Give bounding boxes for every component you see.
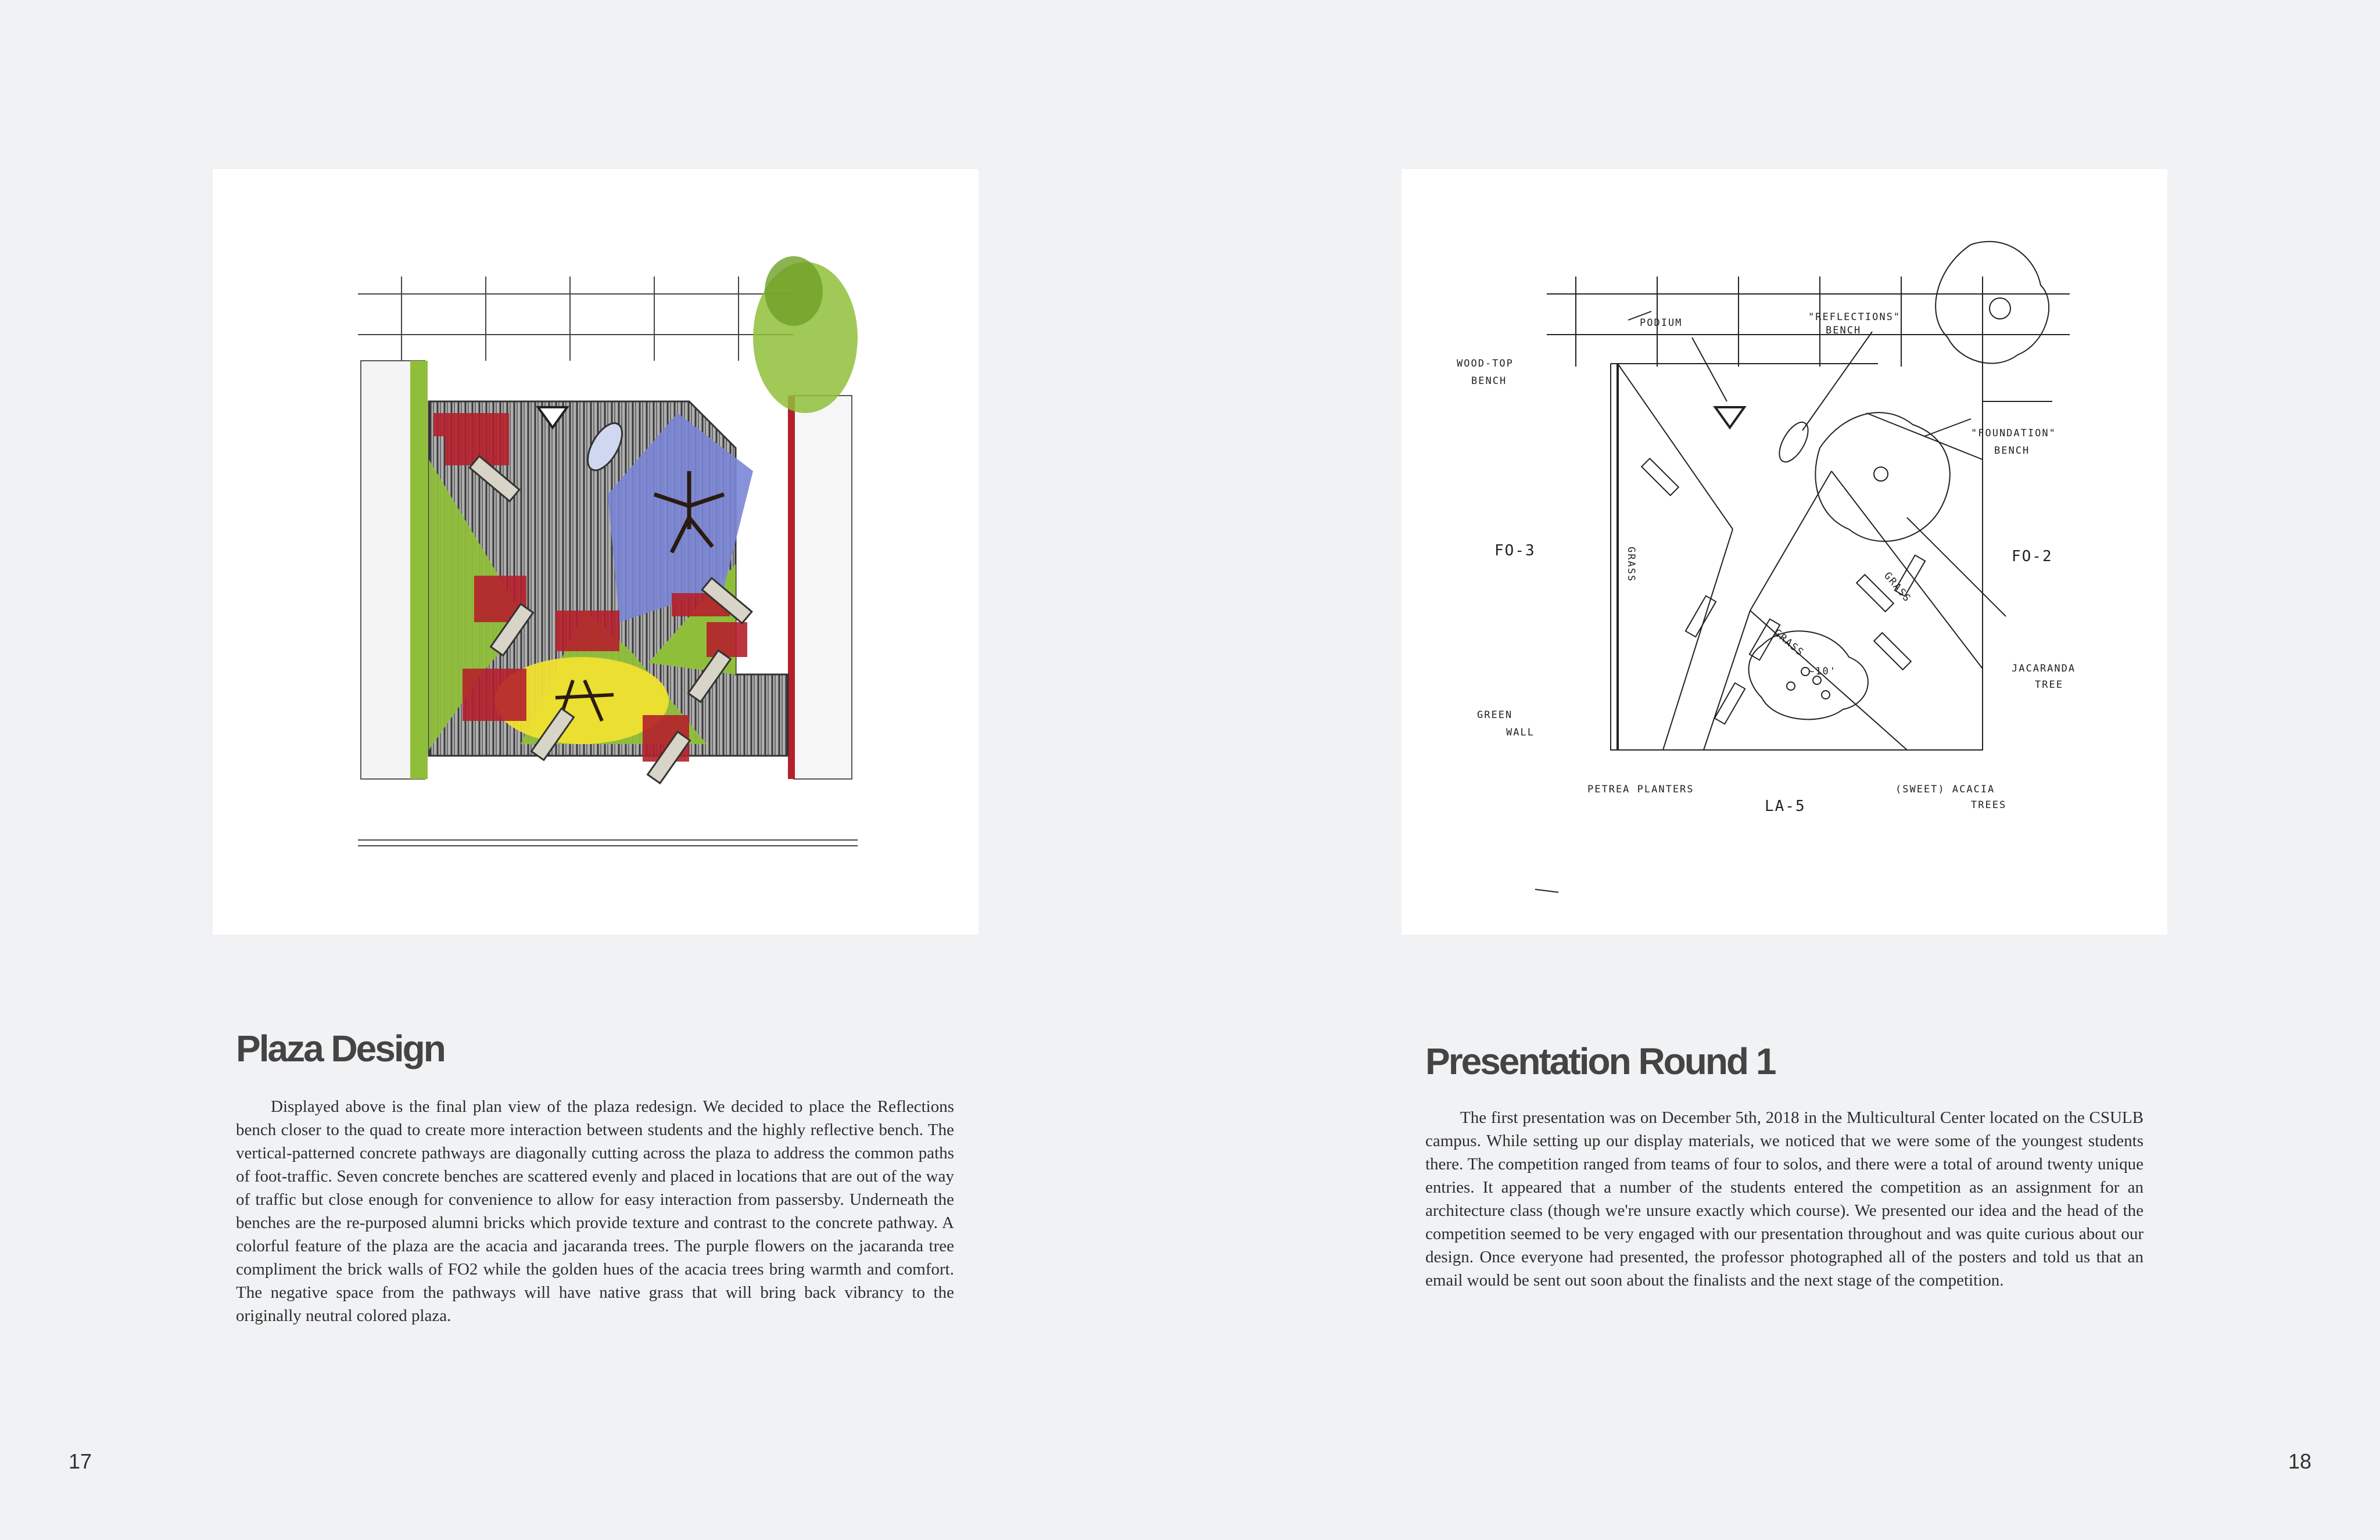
- label-jacaranda-2: TREE: [2035, 679, 2063, 691]
- page-number-left: 17: [69, 1449, 92, 1473]
- label-green-wall-2: WALL: [1506, 727, 1535, 738]
- label-acacia-1: (SWEET) ACACIA: [1895, 784, 1995, 795]
- green-wall: [410, 361, 428, 779]
- label-reflections-1: "REFLECTIONS": [1808, 311, 1901, 323]
- label-foundation-2: BENCH: [1994, 445, 2030, 457]
- label-wood-top-2: BENCH: [1471, 375, 1507, 387]
- label-podium: PODIUM: [1640, 317, 1683, 329]
- plaza-plan-illustration: [213, 169, 978, 935]
- label-green-wall-1: GREEN: [1477, 709, 1513, 721]
- label-la5: LA-5: [1765, 798, 1806, 815]
- plaza-plan-rendering: [213, 169, 978, 935]
- label-reflections-2: BENCH: [1826, 325, 1862, 336]
- label-grass-2: GRASS: [1881, 570, 1913, 605]
- label-grass-3: GRASS: [1771, 627, 1806, 659]
- label-fo3: FO-3: [1494, 542, 1536, 559]
- page-heading-presentation-round-1: Presentation Round 1: [1425, 1040, 1775, 1082]
- plaza-plan-sketch: [1402, 169, 2167, 935]
- label-grass-1: GRASS: [1625, 547, 1637, 583]
- label-foundation-1: "FOUNDATION": [1971, 428, 2056, 439]
- body-paragraph-plaza-design: Displayed above is the final plan view of the plaza redesign. We decided to place the Reflections bench closer to the quad to create more interaction between students and the highly reflective bench. The vertical-patterned concrete pathways are diagonally cutting across the plaza to address the common paths of foot-traffic. Seven concrete benches are scattered evenly and placed in locations that are out of the way of traffic but close enough for convenience to allow for easy interaction from passersby. Underneath the benches are the re-purposed alumni bricks which provide texture and contrast to the concrete pathway. A colorful feature of the plaza are the acacia and jacaranda trees. The purple flowers on the jacaranda tree compliment the brick walls of FO2 while the golden hues of the acacia trees bring warmth and comfort. The negative space from the pathways will have native grass that will bring back vibrancy to the originally neutral colored plaza.: [236, 1097, 954, 1325]
- annotated-sketch-illustration: [1402, 169, 2167, 935]
- label-petrea-planters: PETREA PLANTERS: [1587, 784, 1694, 795]
- label-acacia-2: TREES: [1971, 799, 2007, 811]
- label-jacaranda-1: JACARANDA: [2012, 663, 2076, 674]
- page-number-right: 18: [2288, 1449, 2312, 1473]
- label-wood-top-1: WOOD-TOP: [1457, 358, 1514, 369]
- label-ten-ft: ~10': [1808, 666, 1837, 677]
- page-heading-plaza-design: Plaza Design: [236, 1028, 445, 1069]
- body-paragraph-presentation-round-1: The first presentation was on December 5th, 2018 in the Multicultural Center located on the CSULB campus. While setting up our display materials, we noticed that we were some of the youngest students there. The competition ranged from teams of four to solos, and there were a total of around twenty unique entries. It appeared that a number of the students entered the competition as an assignment for an architecture class (though we're unsure exactly which course). We presented our idea and the head of the competition seemed to be very engaged with our presentation throughout and was quite curious about our design. Once everyone had presented, the professor photographed all of the posters and told us that an email would be sent out soon about the finalists and the next stage of the competition.: [1425, 1108, 2144, 1290]
- label-fo2: FO-2: [2012, 548, 2053, 565]
